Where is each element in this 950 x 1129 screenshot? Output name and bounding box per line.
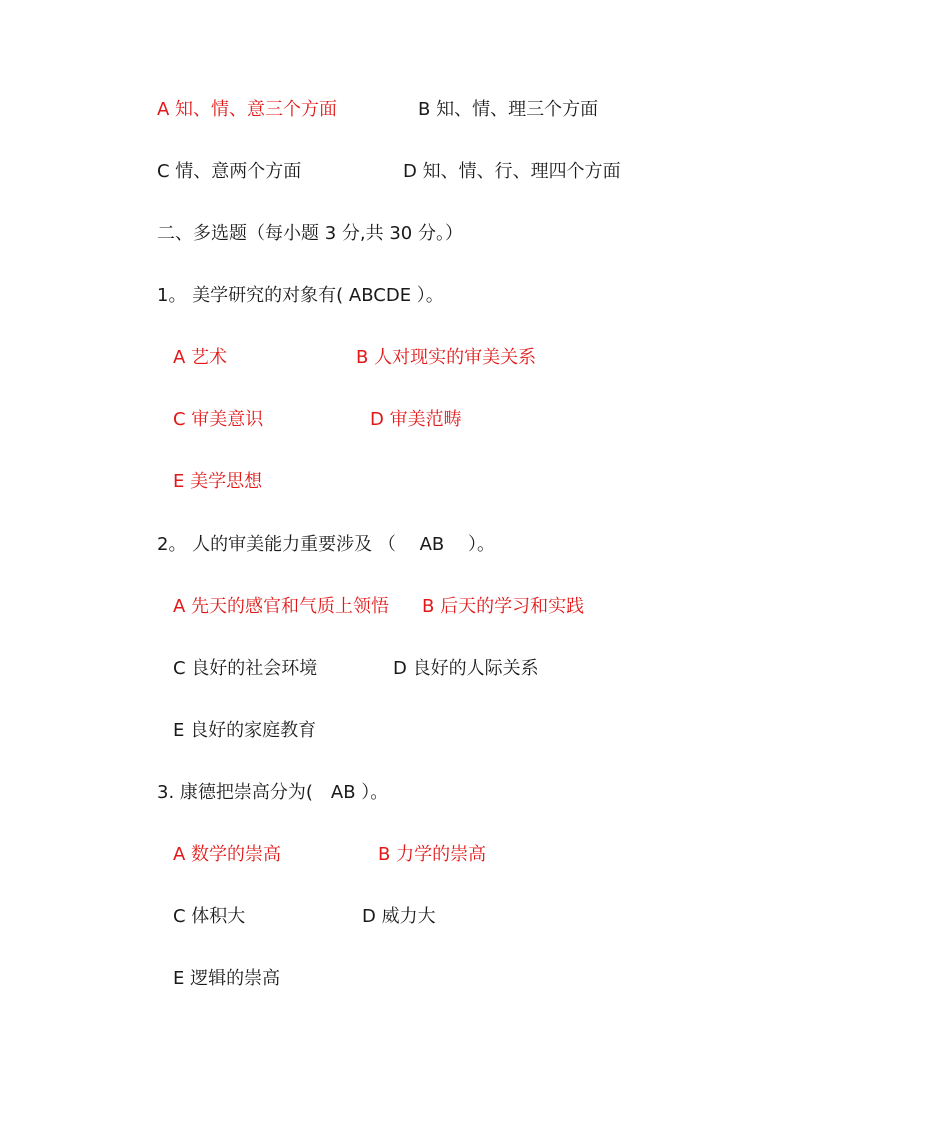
option-a: A 知、情、意三个方面 xyxy=(157,99,338,120)
section-title: 二、多选题（每小题 3 分,共 30 分。） xyxy=(157,223,463,244)
q1-option-e: E 美学思想 xyxy=(173,471,263,492)
question-3-stem: 3. 康德把崇高分为( AB ）。 xyxy=(157,782,389,803)
q1-option-b: B 人对现实的审美关系 xyxy=(356,347,537,368)
q1-option-c: C 审美意识 xyxy=(173,409,264,430)
question-2-stem: 2。 人的审美能力重要涉及 （ AB ）。 xyxy=(157,534,495,555)
q3-option-a: A 数学的崇高 xyxy=(173,844,282,865)
q3-option-e: E 逻辑的崇高 xyxy=(173,968,281,989)
q2-option-c: C 良好的社会环境 xyxy=(173,658,318,679)
q2-option-a: A 先天的感官和气质上领悟 xyxy=(173,596,390,617)
q3-option-b: B 力学的崇高 xyxy=(378,844,487,865)
question-1-stem: 1。 美学研究的对象有( ABCDE ）。 xyxy=(157,285,444,306)
q2-option-d: D 良好的人际关系 xyxy=(393,658,539,679)
q1-option-a: A 艺术 xyxy=(173,347,228,368)
q2-option-e: E 良好的家庭教育 xyxy=(173,720,317,741)
option-b: B 知、情、理三个方面 xyxy=(418,99,599,120)
q3-option-d: D 威力大 xyxy=(362,906,436,927)
q3-option-c: C 体积大 xyxy=(173,906,246,927)
q2-option-b: B 后天的学习和实践 xyxy=(422,596,585,617)
option-d: D 知、情、行、理四个方面 xyxy=(403,161,621,182)
q1-option-d: D 审美范畴 xyxy=(370,409,462,430)
option-c: C 情、意两个方面 xyxy=(157,161,302,182)
